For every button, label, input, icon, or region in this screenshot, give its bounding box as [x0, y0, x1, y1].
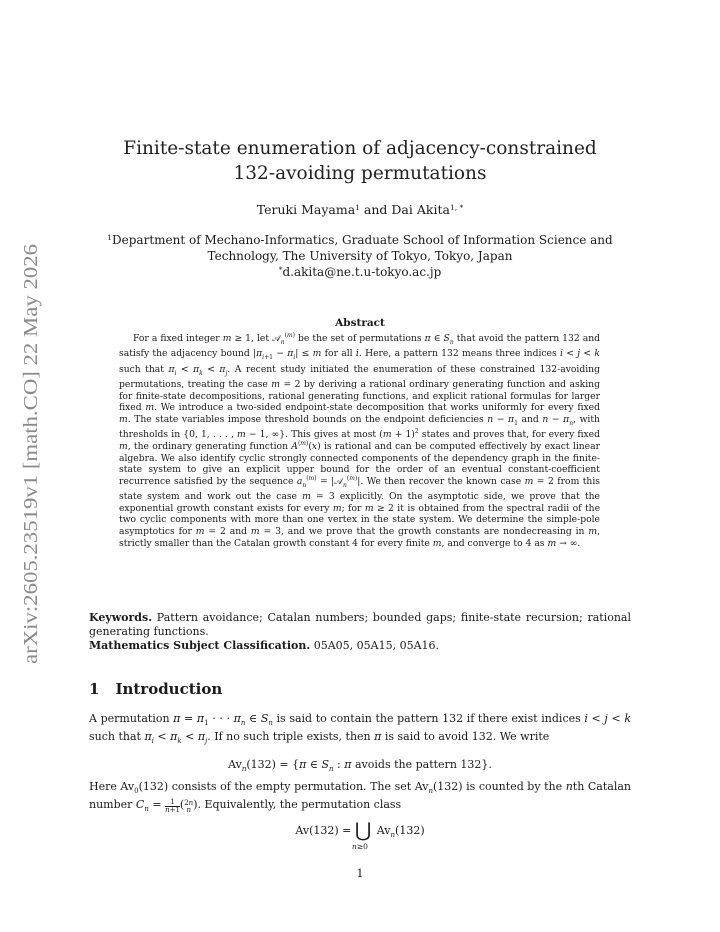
title-line-2: 132-avoiding permutations [233, 163, 487, 184]
section-title: Introduction [115, 680, 223, 698]
msc-label: Mathematics Subject Classification. [89, 639, 311, 652]
intro-paragraph-1: A permutation $\pi = \pi_1$ · · · $\pi_n$ ∈ $S_n$ is said to contain the pattern 132 if there exist indices i < j < k such that $\pi_i < \pi_k < \pi_j$. If no such triple exists, then π is said to avoid 132. We write [89, 712, 632, 746]
section-number: 1 [89, 680, 100, 698]
keywords-text: Pattern avoidance; Catalan numbers; bounded gaps; finite-state recursion; rational generating functions. [89, 611, 631, 638]
author-2: Dai Akita [391, 202, 450, 217]
author-conjunction: and [359, 202, 392, 217]
affiliation-line-1: Department of Mechano-Informatics, Graduate School of Information Science and [112, 233, 613, 247]
affiliation [90, 232, 630, 280]
affiliation-line-2: Technology, The University of Tokyo, Tokyo, Japan [207, 249, 513, 263]
keywords-block [89, 611, 631, 653]
author-2-affil-mark: 1, * [449, 203, 464, 212]
arxiv-watermark-text: arXiv:2605.23519v1 [math.CO] 22 May 2026 [20, 285, 42, 664]
author-1: Teruki Mayama [256, 202, 356, 217]
paper-title [90, 136, 630, 186]
author-list [90, 202, 630, 218]
section-heading-introduction [89, 680, 222, 698]
email-mark: * [278, 265, 283, 274]
corresponding-email[interactable]: d.akita@ne.t.u-tokyo.ac.jp [282, 265, 442, 279]
equation-av-union: Av(132) = ⋃ $Av_n(132)$ n≥0 [295, 818, 425, 851]
abstract-body: For a fixed integer m ≥ 1, let 𝒜$_n^{(m)}$ be the set of permutations π ∈ $S_n$ that avoid the pattern 132 and satisfy the adjacency bound $|\pi_{i+1} - \pi_i| \le m$ for all i. Here, a pattern 132 means three indices i < j < k such that $\pi_i < \pi_k < \pi_j$. A recent study initiated the enumeration of these constrained 132-avoiding permutations, treating the case m = 2 by deriving a rational ordinary generating function and asking for finite-state decompositions, rational generating functions, and explicit rational formulas for larger fixed m. We introduce a two-sided endpoint-state decomposition that works uniformly for every fixed m. The state variables impose threshold bounds on the endpoint deficiencies $n - \pi_1$ and $n - \pi_n$, with thresholds in {0, 1, . . . , m − 1, ∞}. This gives at most $(m + 1)^2$ states and proves that, for every fixed m, the ordinary generating function $A^{(m)}(x)$ is rational and can be computed effectively by exact linear algebra. We also identify cyclic strongly connected components of the dependency graph in the finite-state system to give an explicit upper bound for the order of an eventual constant-coefficient recurrence satisfied by the sequence $a_n^{(m)}$ = |𝒜$_n^{(m)}$|. We then recover the known case m = 2 from this state system and work out the case m = 3 explicitly. On the asymptotic side, we prove that the exponential growth constant exists for every m; for m ≥ 2 it is obtained from the spectral radii of the two cyclic components with more than one vertex in the state system. We determine the simple-pole asymptotics for m = 2 and m = 3, and we prove that the growth constants are nondecreasing in m, strictly smaller than the Catalan growth constant 4 for every finite m, and converge to 4 as m → ∞. [119, 332, 601, 549]
intro-paragraph-2: Here $Av_0(132)$ consists of the empty permutation. The set $Av_n(132)$ is counted by the nth Catalan number $C_n$ = $\frac{1}{n+1}$ ( 2n n ). Equivalently, the permutation class [89, 780, 631, 815]
keywords-label: Keywords. [89, 611, 153, 624]
author-1-affil-mark: 1 [355, 203, 360, 212]
page-number: 1 [356, 867, 364, 880]
affiliation-mark: 1 [107, 233, 113, 242]
abstract-heading: Abstract [335, 317, 385, 329]
equation-avn: $Av_n(132) = \{\pi$ ∈ $S_n$ : π avoids the pattern 132}. [228, 758, 492, 774]
arxiv-watermark [18, 244, 44, 664]
title-line-1: Finite-state enumeration of adjacency-constrained [123, 138, 597, 159]
msc-text: 05A05, 05A15, 05A16. [310, 639, 440, 652]
